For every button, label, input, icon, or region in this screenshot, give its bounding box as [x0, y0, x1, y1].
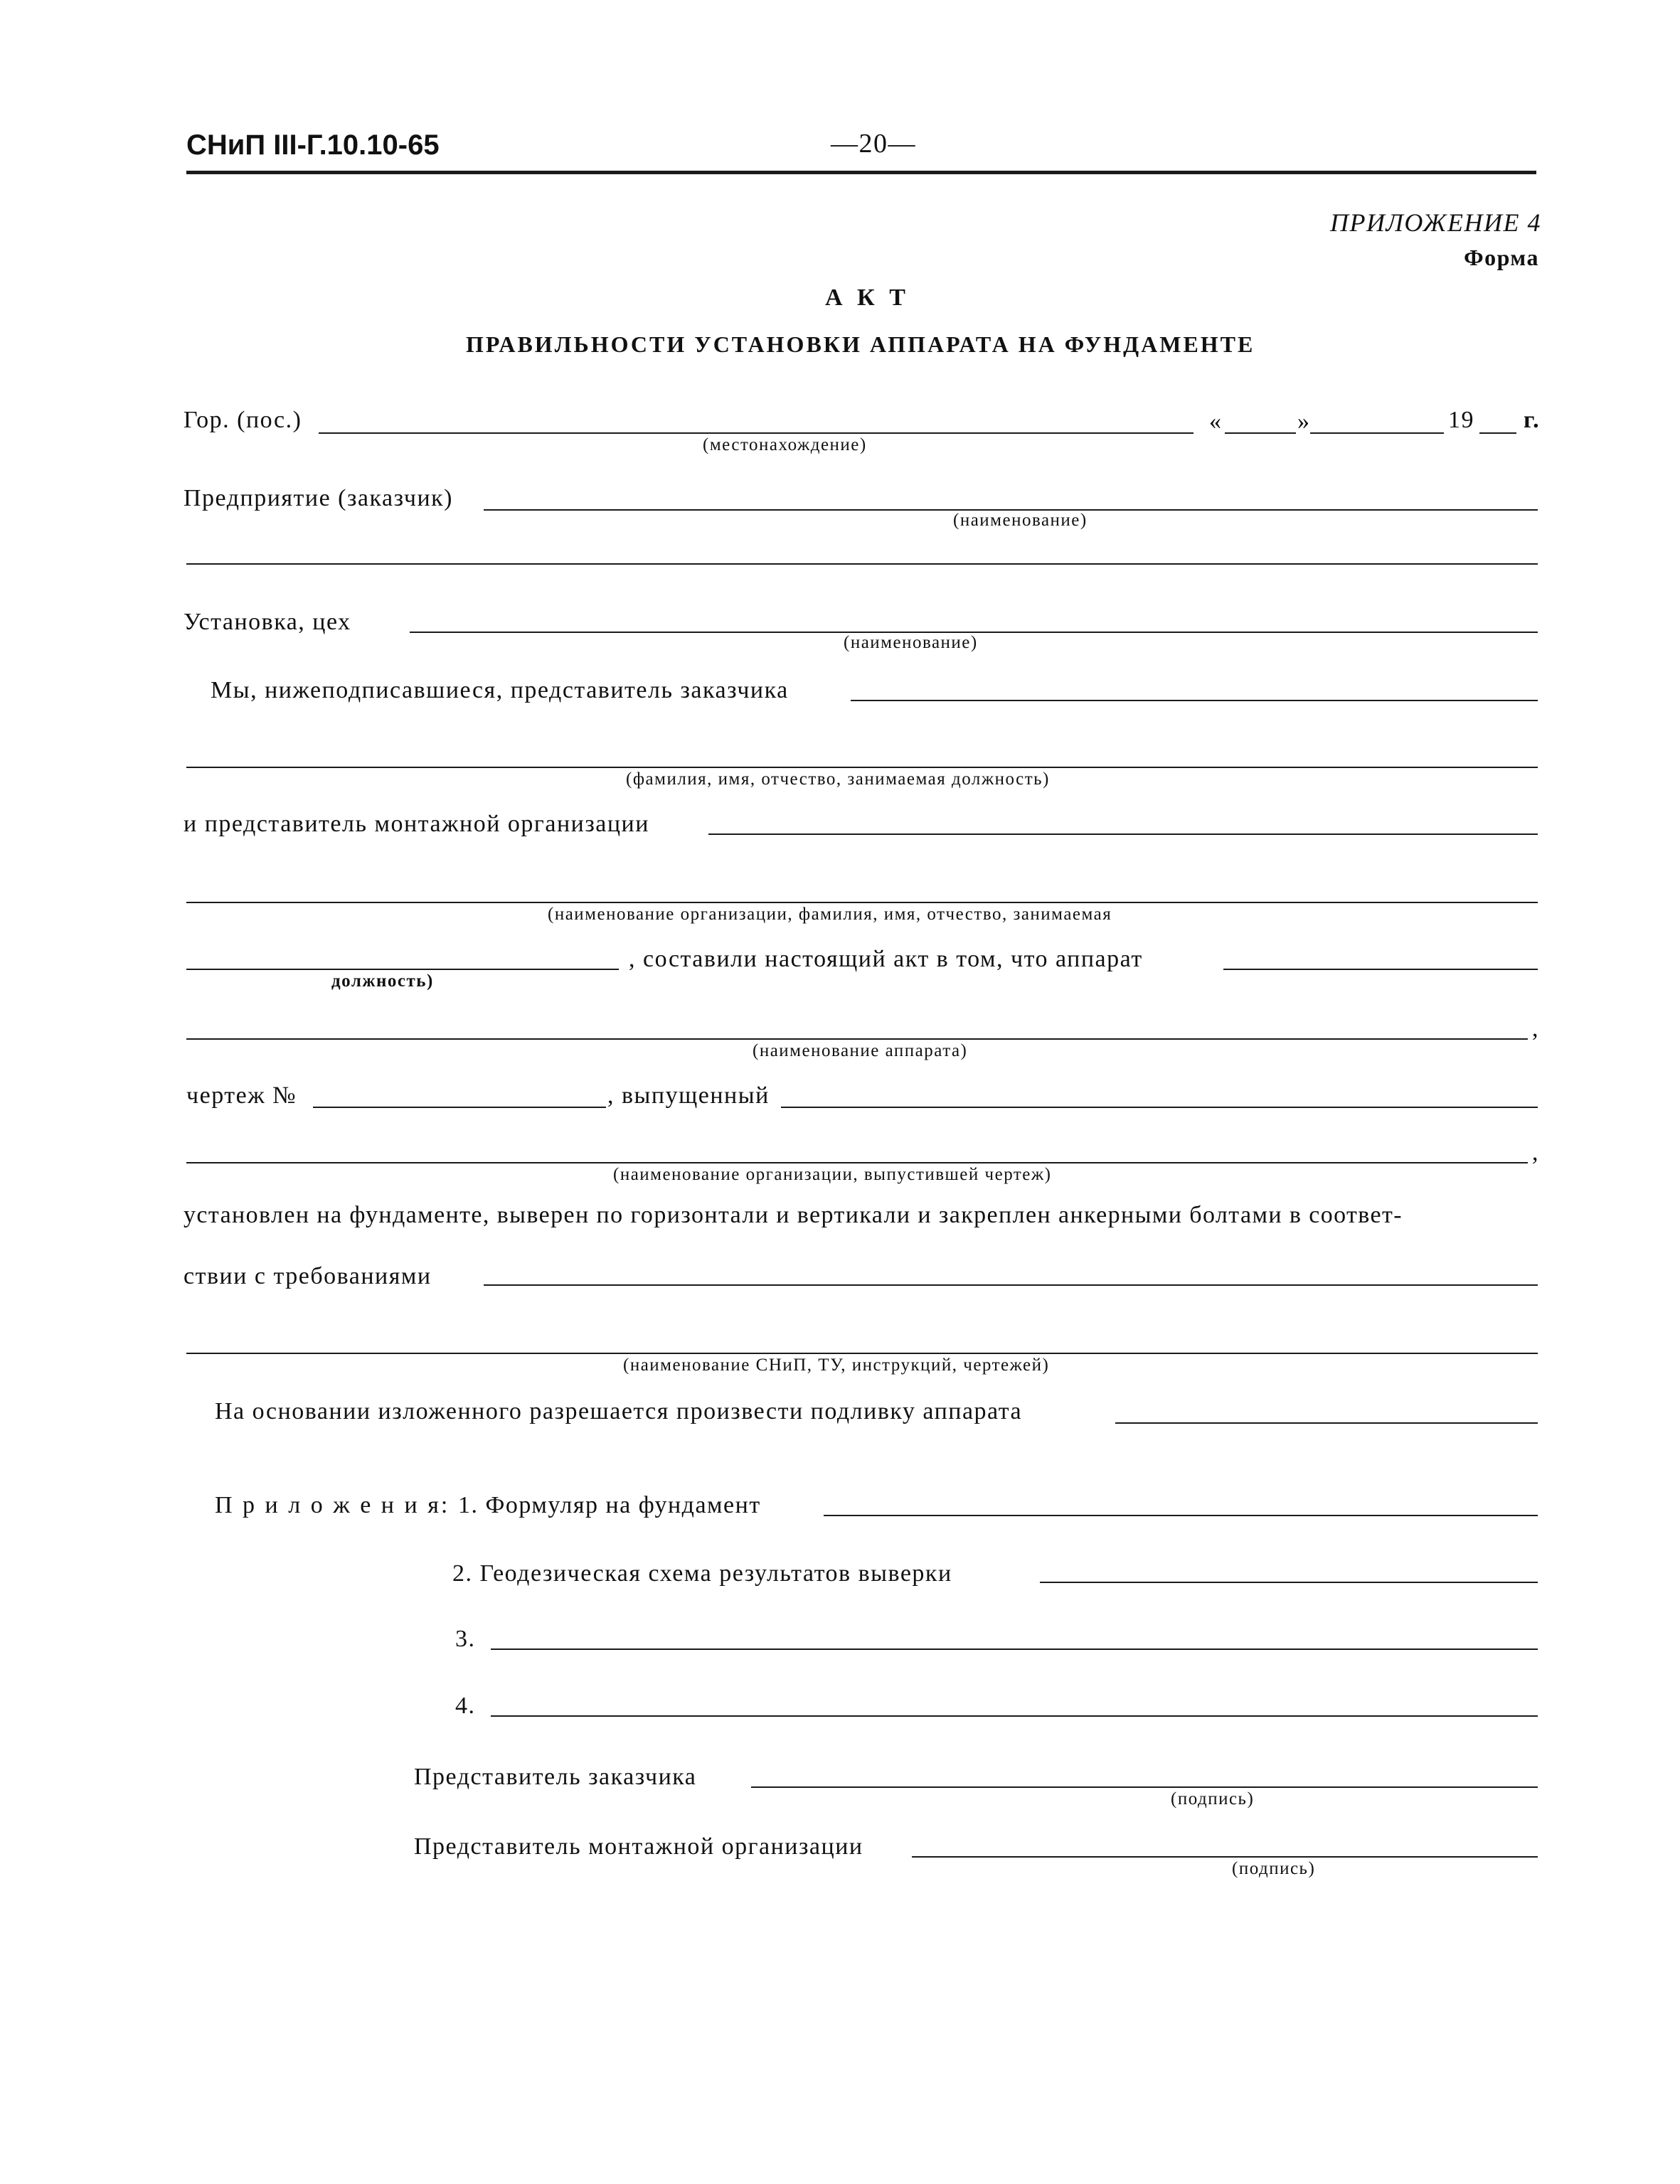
issuer-field-line2[interactable] — [186, 1162, 1528, 1163]
enterprise-label: Предприятие (заказчик) — [184, 485, 453, 511]
installer-signature-caption: (подпись) — [1232, 1859, 1316, 1878]
installed-text: установлен на фундаменте, выверен по горизонтали и вертикали и закреплен анкерными болтами в соответ- — [184, 1202, 1403, 1228]
attachment-2-field[interactable] — [1040, 1582, 1538, 1583]
permission-text: На основании изложенного разрешается произвести подливку аппарата — [215, 1398, 1023, 1424]
attachments-label: П р и л о ж е н и я: — [215, 1492, 450, 1518]
installer-signature-label: Представитель монтажной организации — [414, 1833, 863, 1860]
issued-label: , выпущенный — [607, 1082, 770, 1109]
attachment-3-field[interactable] — [491, 1648, 1538, 1650]
act-title: А К Т — [825, 284, 910, 311]
issuer-field[interactable] — [781, 1107, 1538, 1108]
plant-caption: (наименование) — [844, 633, 978, 652]
plant-label: Установка, цех — [184, 609, 351, 635]
attachment-item: 1. Формуляр на фундамент — [458, 1492, 761, 1518]
requirements-field-line2[interactable] — [186, 1353, 1538, 1354]
attachment-item: 2. Геодезическая схема результатов выверки — [452, 1560, 952, 1587]
drawing-label: чертеж № — [186, 1082, 297, 1109]
day-field[interactable] — [1225, 432, 1296, 434]
attachment-1-field[interactable] — [824, 1515, 1538, 1516]
quote-close: » — [1297, 408, 1311, 435]
enterprise-caption: (наименование) — [953, 511, 1088, 530]
year-suffix: г. — [1524, 407, 1541, 433]
year-prefix: 19 — [1448, 407, 1474, 433]
compiled-text: , составили настоящий акт в том, что аппарат — [629, 946, 1143, 972]
requirements-text: ствии с требованиями — [184, 1263, 432, 1289]
issuer-caption: (наименование организации, выпустившей чертеж) — [613, 1165, 1052, 1184]
requirements-field[interactable] — [484, 1284, 1538, 1286]
city-field[interactable] — [319, 432, 1193, 434]
form-label: Форма — [1464, 245, 1539, 270]
apparatus-comma: , — [1532, 1016, 1539, 1042]
attachment-item: 3. — [455, 1626, 476, 1652]
issuer-comma: , — [1532, 1139, 1539, 1166]
we-text: Мы, нижеподписавшиеся, представитель заказчика — [211, 677, 789, 703]
enterprise-field-line2[interactable] — [186, 563, 1538, 565]
permission-field[interactable] — [1115, 1422, 1538, 1424]
customer-rep-field-line2[interactable] — [186, 767, 1538, 768]
appendix-label: ПРИЛОЖЕНИЕ 4 — [1330, 208, 1541, 237]
customer-signature-label: Представитель заказчика — [414, 1764, 697, 1790]
requirements-caption: (наименование СНиП, ТУ, инструкций, чертежей) — [623, 1355, 1050, 1375]
month-field[interactable] — [1310, 432, 1444, 434]
city-label: Гор. (пос.) — [184, 407, 302, 433]
act-subtitle: ПРАВИЛЬНОСТИ УСТАНОВКИ АППАРАТА НА ФУНДАМЕНТЕ — [466, 331, 1255, 357]
document-code: СНиП III-Г.10.10-65 — [186, 129, 440, 161]
position-caption: должность) — [331, 971, 434, 991]
installer-caption: (наименование организации, фамилия, имя, отчество, занимаемая — [548, 905, 1112, 924]
drawing-number-field[interactable] — [313, 1107, 606, 1108]
installer-rep-field[interactable] — [708, 833, 1538, 835]
installer-text: и представитель монтажной организации — [184, 811, 649, 837]
customer-rep-caption: (фамилия, имя, отчество, занимаемая должность) — [626, 769, 1050, 789]
quote-open: « — [1209, 408, 1223, 435]
position-field[interactable] — [186, 969, 619, 970]
apparatus-field-line2[interactable] — [186, 1038, 1528, 1040]
attachment-item: 4. — [455, 1693, 476, 1719]
year-field[interactable] — [1479, 432, 1516, 434]
page-number: —20— — [831, 129, 916, 159]
header-rule — [186, 171, 1536, 174]
customer-signature-caption: (подпись) — [1171, 1789, 1255, 1809]
installer-signature-field[interactable] — [912, 1856, 1538, 1858]
attachment-4-field[interactable] — [491, 1715, 1538, 1717]
customer-signature-field[interactable] — [751, 1786, 1538, 1788]
apparatus-field[interactable] — [1223, 969, 1538, 970]
installer-rep-field-line2[interactable] — [186, 902, 1538, 903]
city-caption: (местонахождение) — [703, 435, 867, 454]
apparatus-caption: (наименование аппарата) — [753, 1041, 968, 1060]
customer-rep-field[interactable] — [851, 700, 1538, 701]
